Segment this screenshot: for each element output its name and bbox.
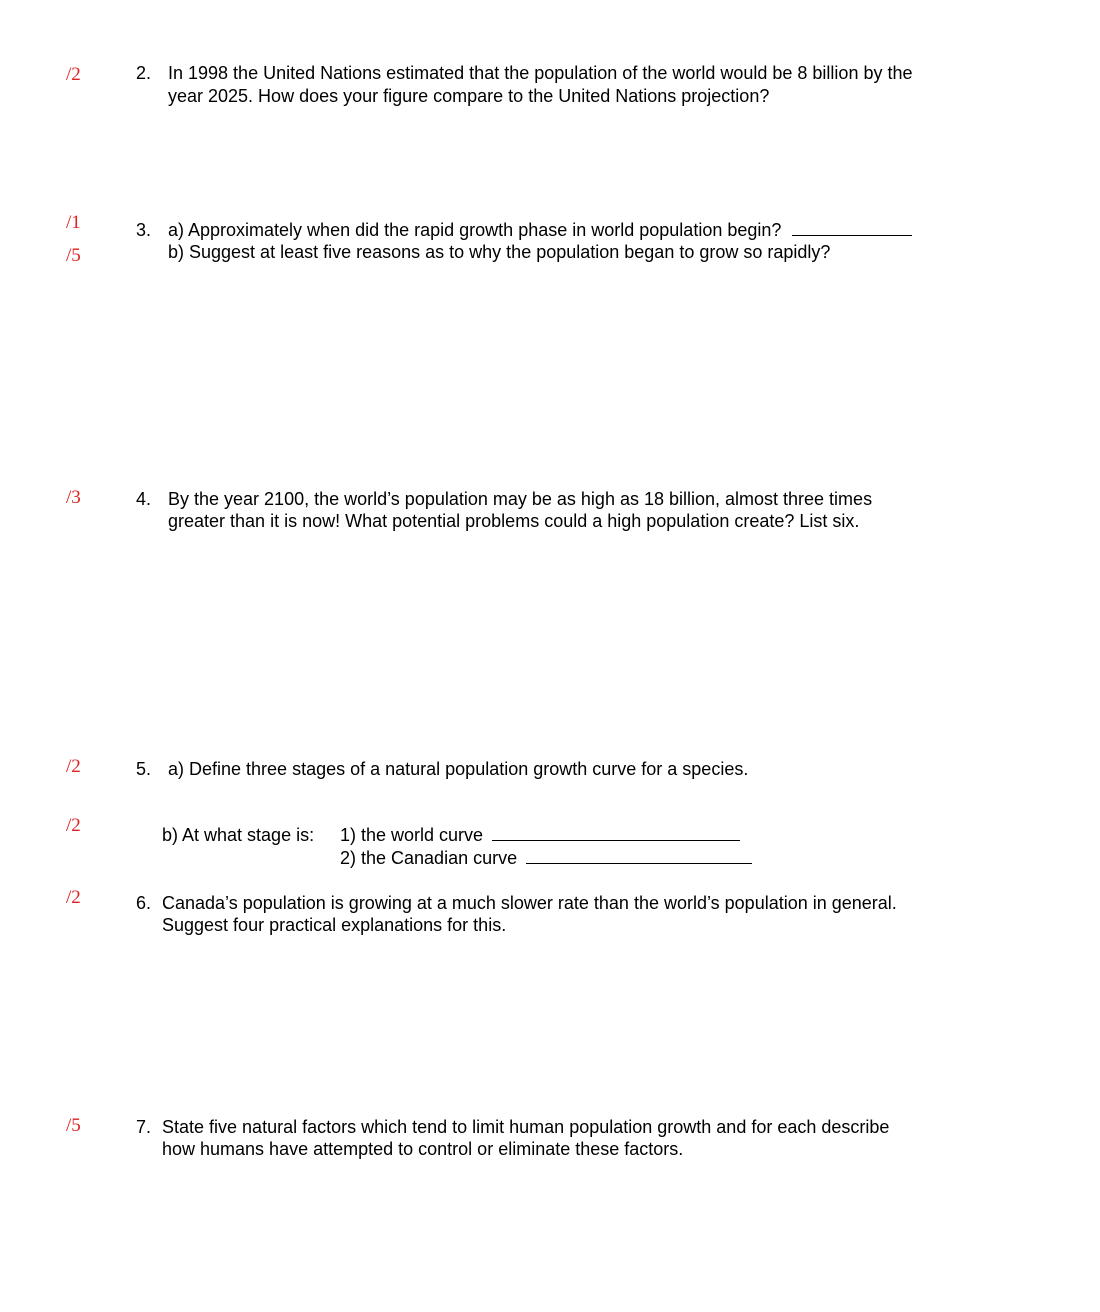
question-number: 4. bbox=[136, 489, 152, 509]
mark-q4: /3 bbox=[66, 487, 81, 508]
question-number: 5. bbox=[136, 759, 152, 779]
question-text-line: State five natural factors which tend to limit human population growth and for each describe bbox=[162, 1117, 890, 1137]
answer-blank[interactable] bbox=[526, 847, 752, 864]
question-part-b-item-2 bbox=[340, 847, 752, 870]
question-part-a: a) Define three stages of a natural population growth curve for a species. bbox=[168, 759, 749, 779]
question-number: 7. bbox=[136, 1117, 152, 1137]
question-part-b-item-1 bbox=[340, 824, 740, 847]
mark-q3a: /1 bbox=[66, 212, 81, 233]
question-text-line: how humans have attempted to control or eliminate these factors. bbox=[162, 1139, 684, 1159]
question-number: 6. bbox=[136, 893, 152, 913]
mark-q7: /5 bbox=[66, 1115, 81, 1136]
answer-blank[interactable] bbox=[492, 824, 740, 841]
question-part-b: b) Suggest at least five reasons as to why the population began to grow so rapidly? bbox=[168, 242, 831, 262]
mark-q5b: /2 bbox=[66, 815, 81, 836]
question-part-a bbox=[168, 219, 912, 242]
item-label: 1) the world curve bbox=[340, 825, 484, 845]
question-text-line: Suggest four practical explanations for this. bbox=[162, 915, 507, 935]
question-number: 2. bbox=[136, 63, 152, 83]
question-text-line: year 2025. How does your figure compare to the United Nations projection? bbox=[168, 86, 770, 106]
question-text-line: Canada’s population is growing at a much slower rate than the world’s population in general. bbox=[162, 893, 897, 913]
question-text-line: In 1998 the United Nations estimated that the population of the world would be 8 billion by the bbox=[168, 63, 913, 83]
mark-q5a: /2 bbox=[66, 756, 81, 777]
mark-q2: /2 bbox=[66, 64, 81, 85]
question-part-a-text: a) Approximately when did the rapid growth phase in world population begin? bbox=[168, 220, 782, 240]
question-number: 3. bbox=[136, 220, 152, 240]
question-text-line: By the year 2100, the world’s population may be as high as 18 billion, almost three times bbox=[168, 489, 873, 509]
mark-q6: /2 bbox=[66, 887, 81, 908]
question-part-b-prefix: b) At what stage is: bbox=[162, 825, 315, 845]
mark-q3b: /5 bbox=[66, 245, 81, 266]
item-label: 2) the Canadian curve bbox=[340, 848, 518, 868]
answer-blank[interactable] bbox=[792, 219, 912, 236]
question-text-line: greater than it is now! What potential problems could a high population create? List six. bbox=[168, 511, 860, 531]
